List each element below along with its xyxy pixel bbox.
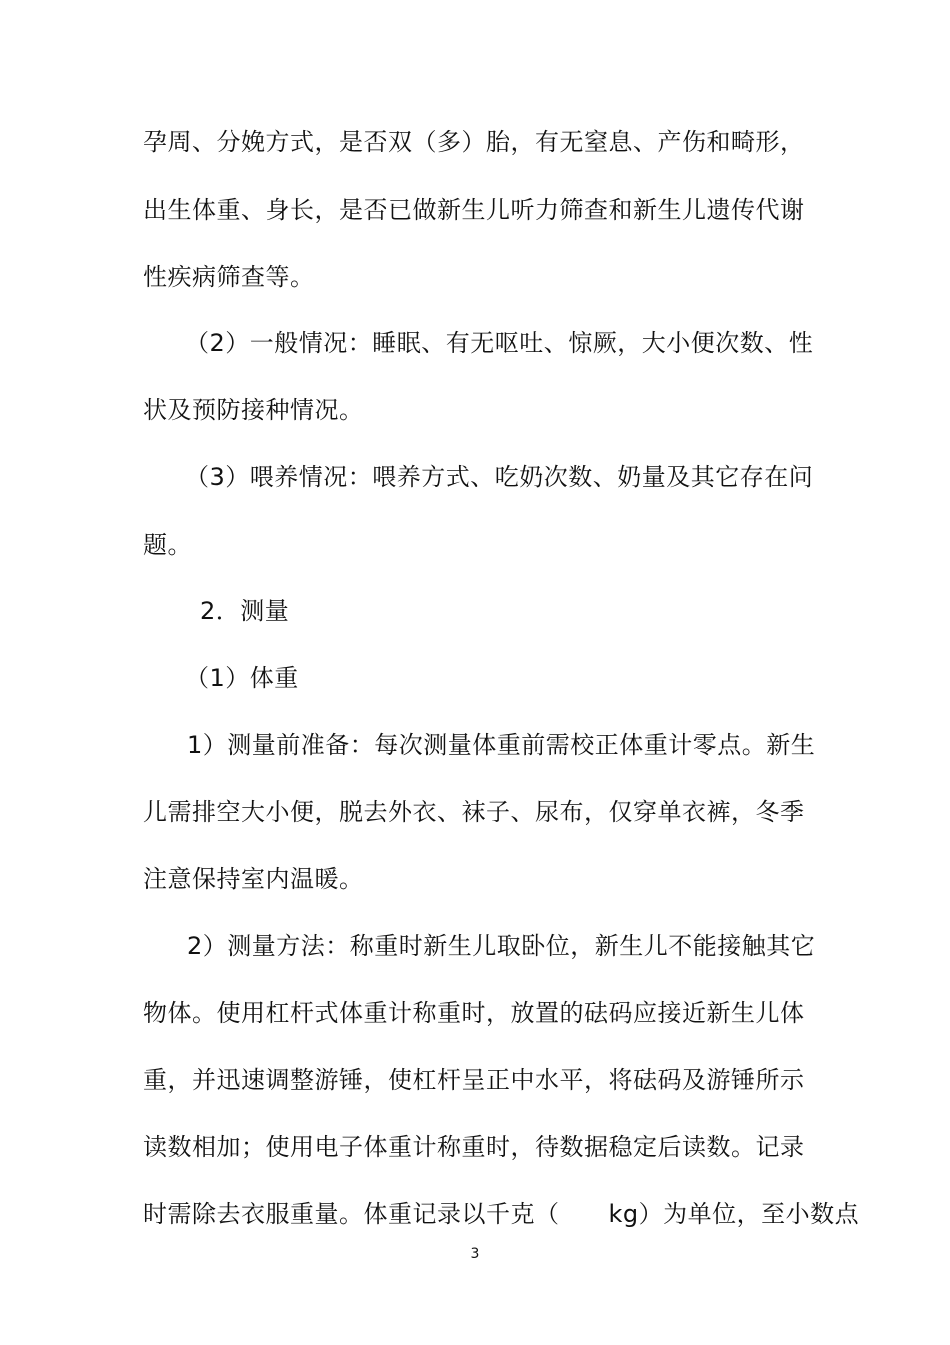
text-line-14: 物体。使用杠杆式体重计称重时，放置的砝码应接近新生儿体	[143, 999, 805, 1027]
text-line-16: 读数相加；使用电子体重计称重时，待数据稳定后读数。记录	[143, 1133, 805, 1161]
text-line-17: 时需除去衣服重量。体重记录以千克（ kg）为单位，至小数点	[143, 1200, 860, 1228]
text-line-6: （3）喂养情况：喂养方式、吃奶次数、奶量及其它存在问	[185, 463, 814, 491]
text-line-10: 1）测量前准备：每次测量体重前需校正体重计零点。新生	[187, 731, 816, 759]
text-line-5: 状及预防接种情况。	[143, 396, 364, 424]
text-line-12: 注意保持室内温暖。	[143, 865, 364, 893]
text-line-7: 题。	[143, 531, 192, 559]
text-line-2: 出生体重、身长，是否已做新生儿听力筛查和新生儿遗传代谢	[143, 196, 805, 224]
text-line-15: 重，并迅速调整游锤，使杠杆呈正中水平，将砝码及游锤所示	[143, 1066, 805, 1094]
page-number: 3	[470, 1246, 480, 1262]
subsection-heading: （1）体重	[185, 664, 299, 692]
text-line-11: 儿需排空大小便，脱去外衣、袜子、尿布，仅穿单衣裤，冬季	[143, 798, 805, 826]
text-line-1: 孕周、分娩方式，是否双（多）胎，有无窒息、产伤和畸形，	[143, 128, 805, 156]
text-line-3: 性疾病筛查等。	[143, 263, 315, 291]
section-heading: 2．测量	[200, 597, 290, 625]
text-line-13: 2）测量方法：称重时新生儿取卧位，新生儿不能接触其它	[187, 932, 816, 960]
text-line-4: （2）一般情况：睡眠、有无呕吐、惊厥，大小便次数、性	[185, 329, 814, 357]
